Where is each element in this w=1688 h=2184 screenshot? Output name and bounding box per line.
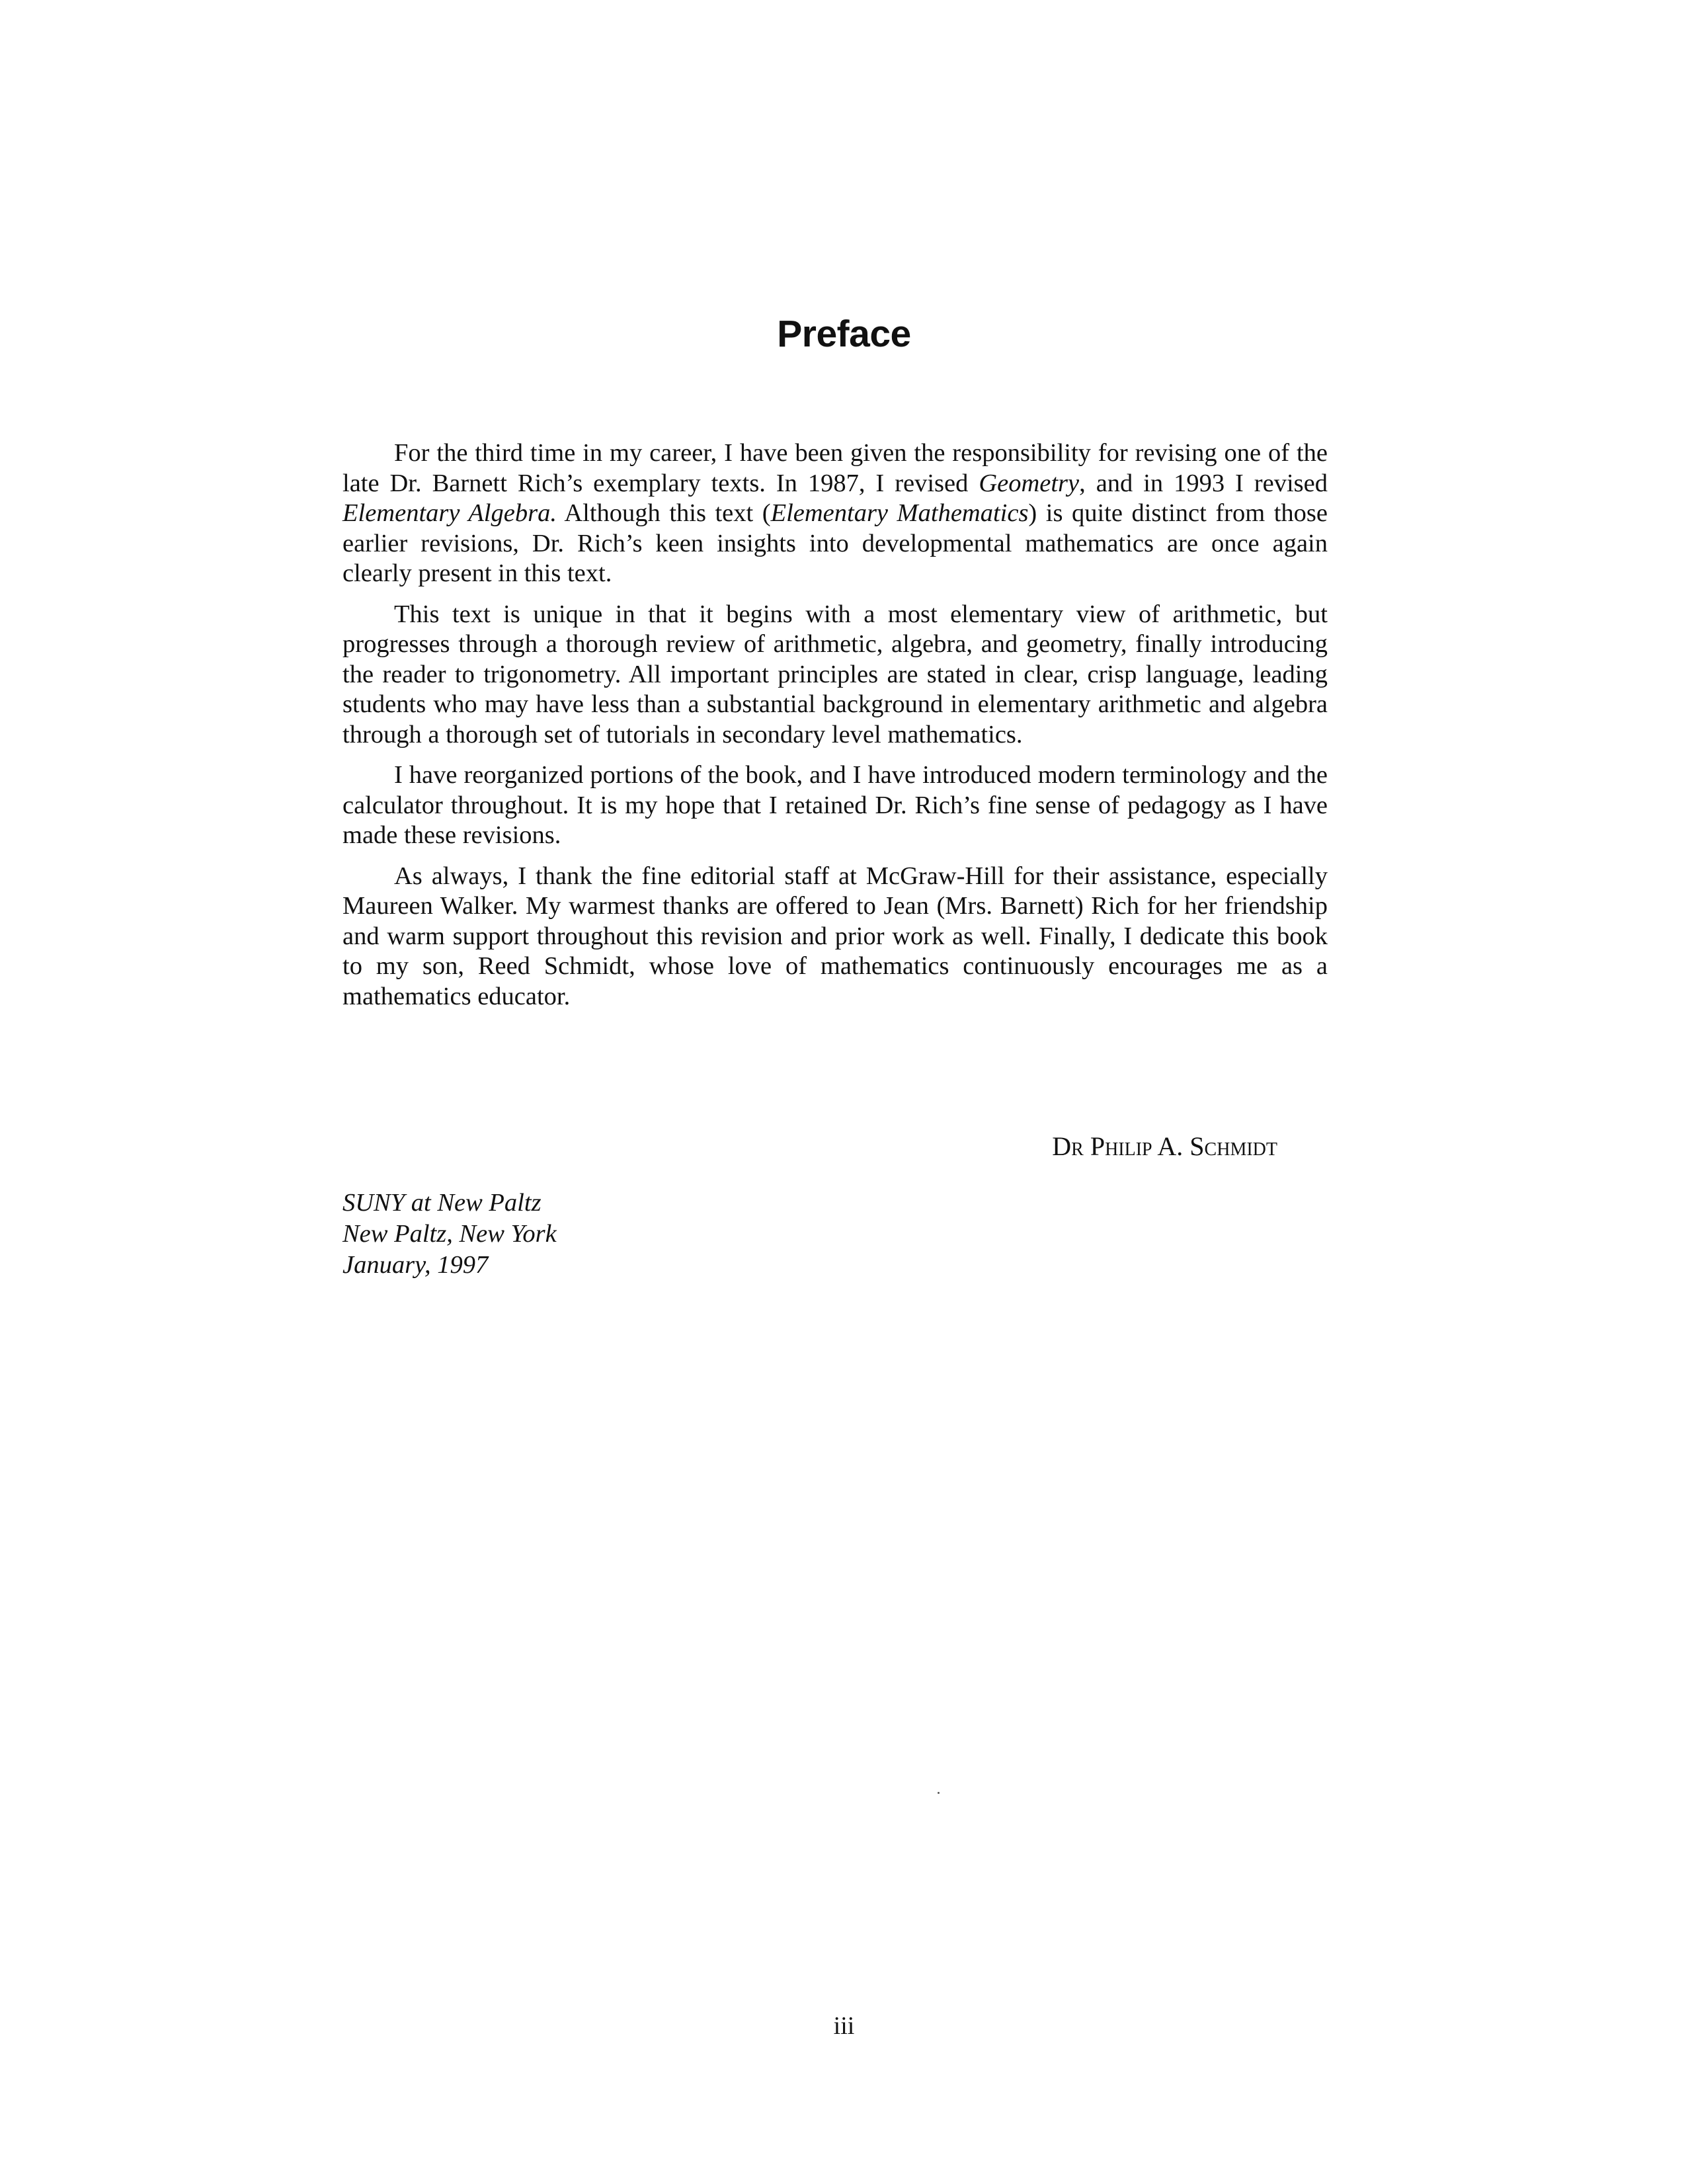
- paragraph: This text is unique in that it begins with a most elementary view of arithmetic, but progresses through a thorough review of arithmetic, algebra, and geometry, finally introducing the reader to trigonometry. All important principles are stated in clear, crisp language, leading students who may have less than a substantial background in elementary arithmetic and algebra through a thorough set of tutorials in secondary level mathematics.: [342, 600, 1328, 748]
- affiliation-date: January, 1997: [342, 1251, 489, 1279]
- paragraph: I have reorganized portions of the book, and I have introduced modern terminology and the calculator throughout. It is my hope that I retained Dr. Rich’s fine sense of pedagogy as I have made these revisions.: [342, 761, 1328, 849]
- preface-body: [342, 438, 1328, 1012]
- italic-title: Elementary Mathematics: [770, 499, 1029, 527]
- affiliation-block: [342, 1188, 557, 1281]
- affiliation-location: New Paltz, New York: [342, 1220, 557, 1248]
- paragraph: For the third time in my career, I have been given the responsibility for revising one of the late Dr. Barnett Rich’s exemplary texts. In 1987, I revised Geometry, and in 1993 I revised Elementary Algebra. Although this text (Elementary Mathematics) is quite distinct from those earlier revisions, Dr. Rich’s keen insights into developmental mathematics are once again clearly present in this text.: [342, 439, 1328, 587]
- page-title: Preface: [777, 313, 911, 355]
- affiliation-institution: SUNY at New Paltz: [342, 1189, 542, 1217]
- scan-speck: [938, 1792, 940, 1794]
- italic-title: Elementary Algebra.: [342, 499, 557, 527]
- author-signature: Dr Philip A. Schmidt: [1052, 1131, 1277, 1161]
- paragraph: As always, I thank the fine editorial staff at McGraw-Hill for their assistance, especially Maureen Walker. My warmest thanks are offered to Jean (Mrs. Barnett) Rich for her friendship and warm support throughout this revision and prior work as well. Finally, I dedicate this book to my son, Reed Schmidt, whose love of mathematics continuously encourages me as a mathematics educator.: [342, 862, 1328, 1010]
- italic-title: Geometry: [979, 469, 1080, 497]
- page-number: iii: [833, 2012, 855, 2040]
